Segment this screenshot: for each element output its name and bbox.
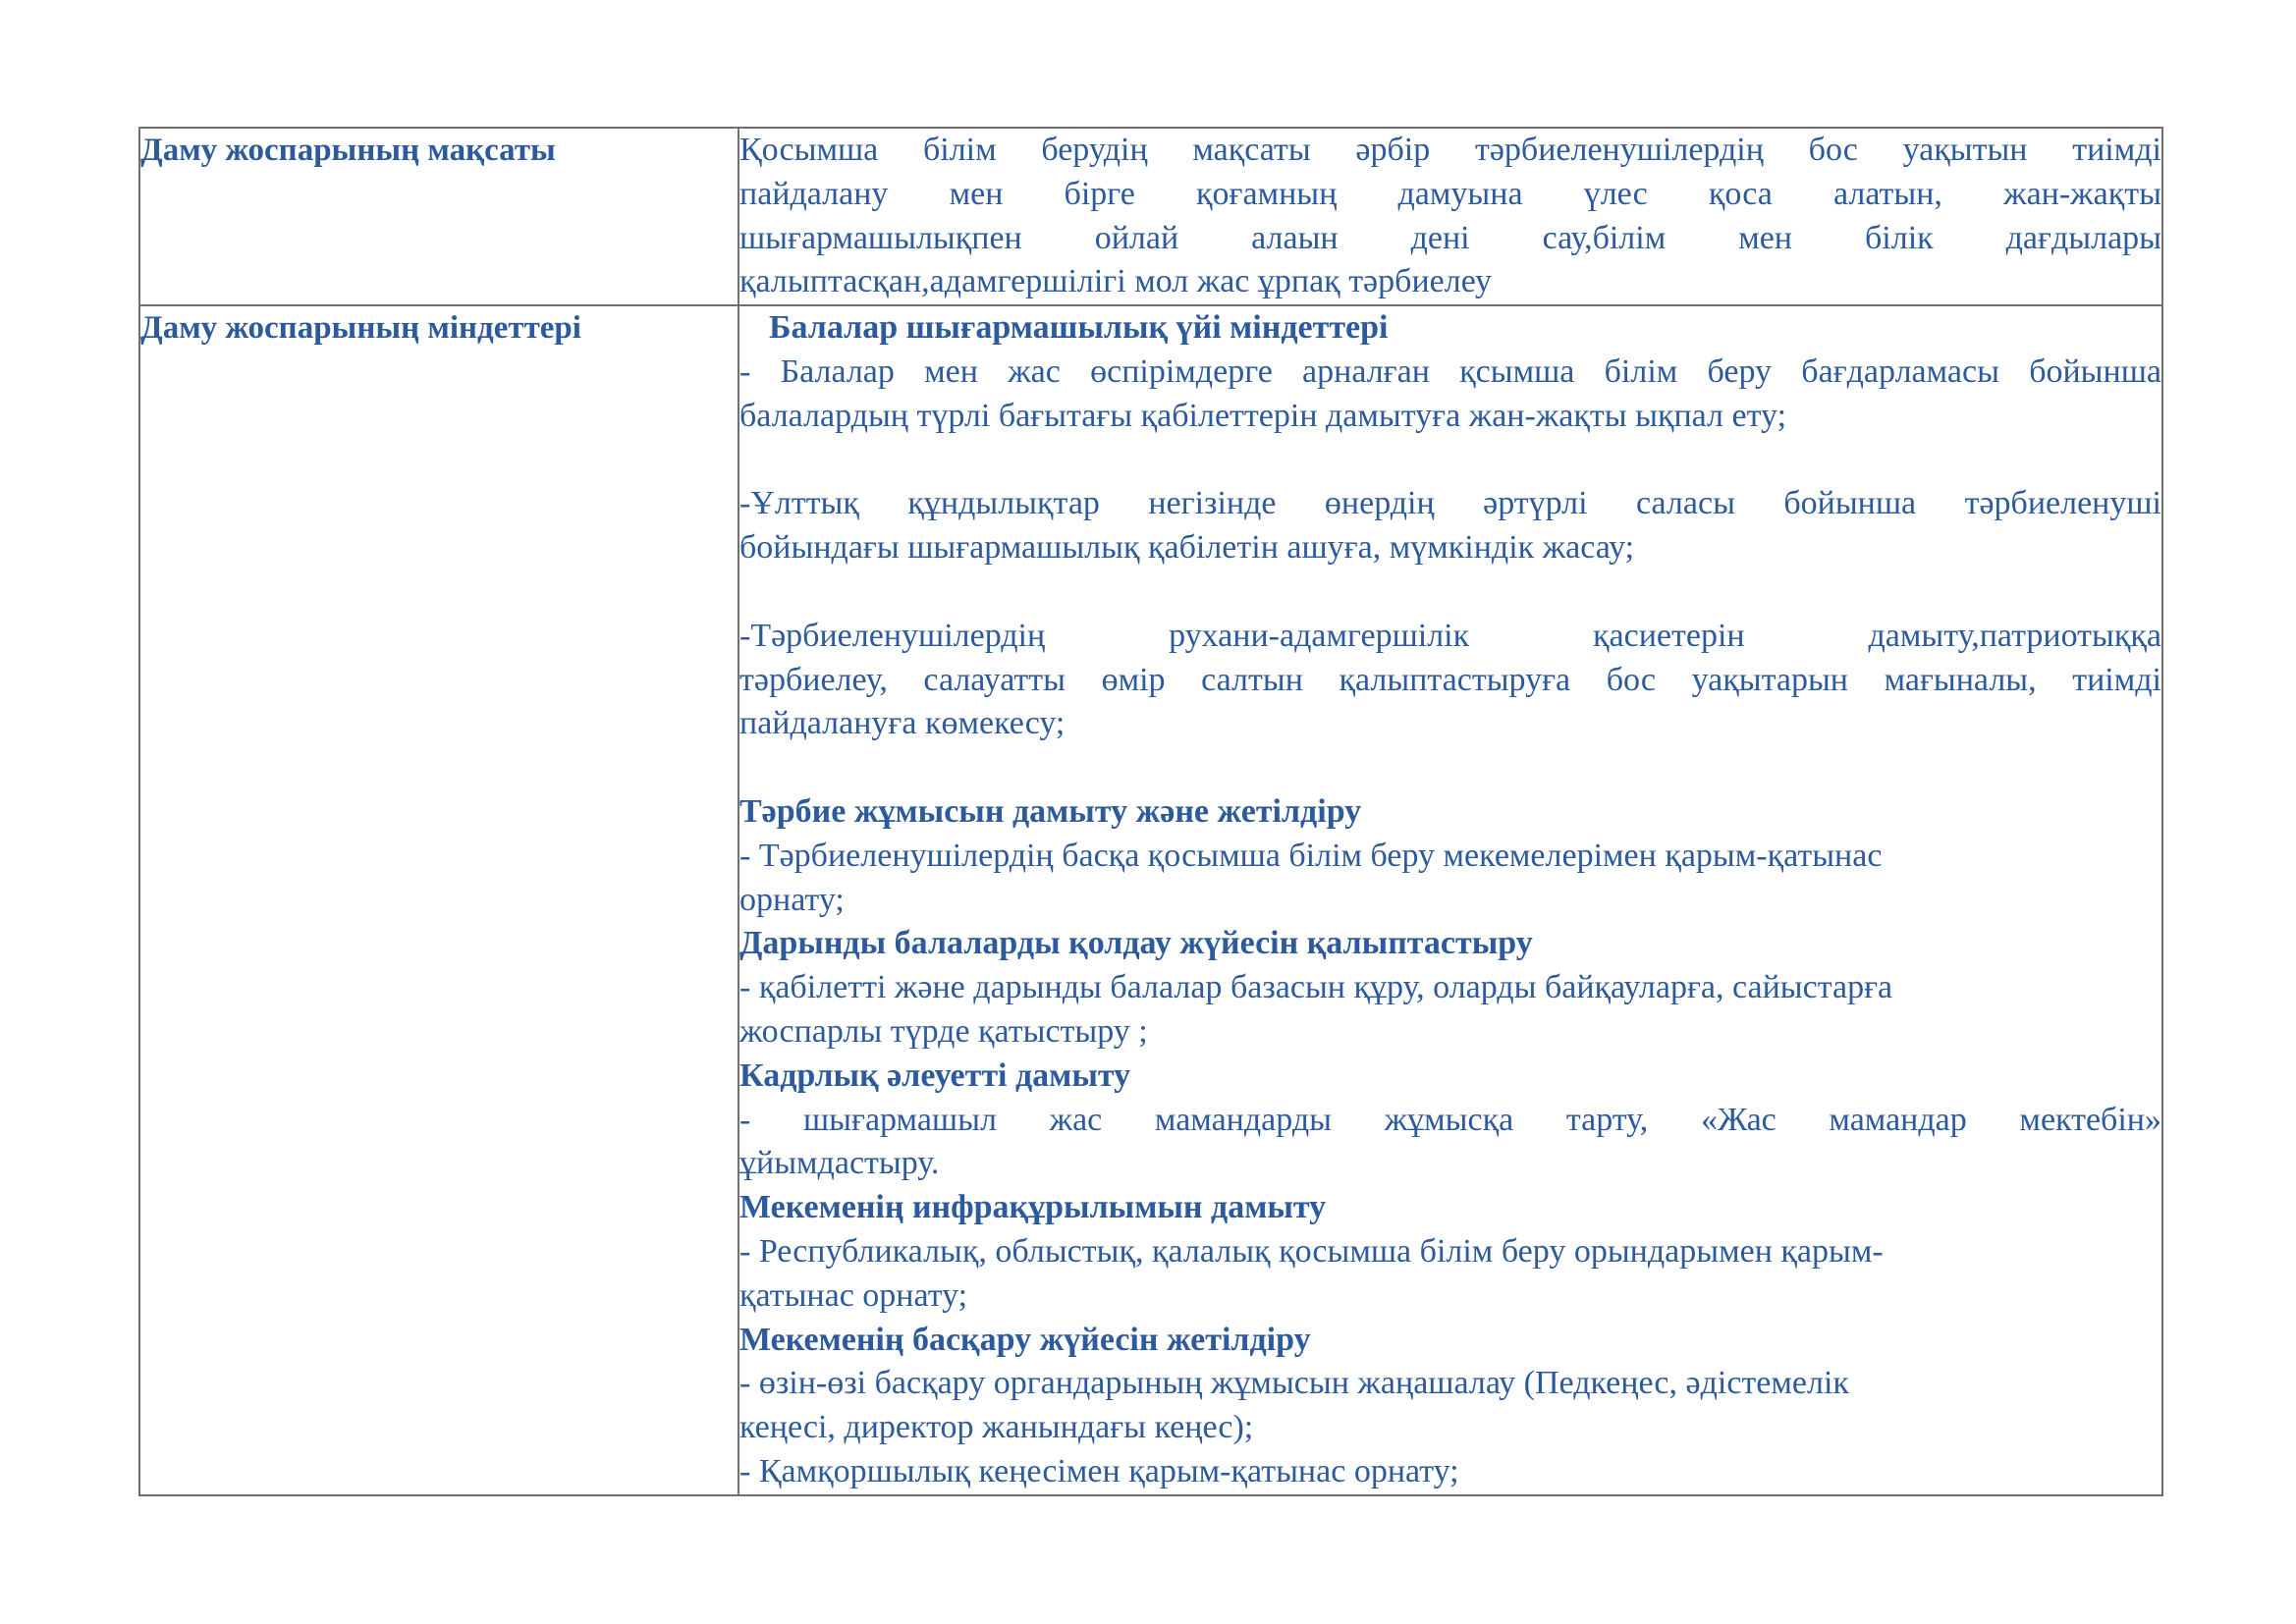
goal-text-line: пайдалану мен бірге қоғамның дамуына үлес қоса алатын, жан-жақты xyxy=(739,175,2161,212)
task-line: орнату; xyxy=(739,881,845,918)
task-line: кеңесі, директор жанындағы кеңес); xyxy=(739,1409,1254,1446)
task-line: пайдалануға көмекесу; xyxy=(739,705,1066,742)
goal-text-line: Қосымша білім берудің мақсаты әрбір тәрбиеленушілердің бос уақытын тиімді xyxy=(739,132,2161,168)
task-line: - Қамқоршылық кеңесімен қарым-қатынас орнату; xyxy=(739,1452,1459,1489)
task-line: бойындағы шығармашылық қабілетін ашуға, мүмкіндік жасау; xyxy=(739,529,1635,567)
blank-line xyxy=(739,439,2161,483)
task-line: ұйымдастыру. xyxy=(739,1145,940,1182)
task-line: тәрбиелеу, салауатты өмір салтын қалыптастыруға бос уақытарын мағыналы, тиімді xyxy=(739,661,2161,698)
section-heading: Мекеменің басқару жүйесін жетілдіру xyxy=(739,1321,1311,1358)
goal-label: Даму жоспарының мақсаты xyxy=(140,133,556,168)
section-heading: Кадрлық әлеуетті дамыту xyxy=(739,1056,1131,1094)
task-line: қатынас орнату; xyxy=(739,1276,968,1314)
blank-line xyxy=(739,746,2161,790)
goal-text-line: шығармашылықпен ойлай алаын дені сау,білім мен білік дағдылары xyxy=(739,219,2161,256)
table-row-tasks xyxy=(139,305,2162,1495)
goal-text-line: қалыптасқан,адамгершілігі мол жас ұрпақ тәрбиелеу xyxy=(739,263,1492,300)
development-plan-table xyxy=(138,127,2163,1496)
task-line: -Ұлттық құндылықтар негізінде өнердің әртүрлі саласы бойынша тәрбиеленуші xyxy=(739,485,2161,522)
task-line: - қабілетті және дарынды балалар базасын құру, оларды байқауларға, сайыстарға xyxy=(739,969,1893,1006)
tasks-label: Даму жоспарының міндеттері xyxy=(140,310,581,347)
table-row-goal xyxy=(139,128,2162,305)
task-line: - Балалар мен жас өспірімдерге арналған қсымша білім беру бағдарламасы бойынша xyxy=(739,352,2161,390)
blank-line xyxy=(739,570,2161,615)
goal-content-cell xyxy=(738,128,2162,305)
task-line: - Республикалық, облыстық, қалалық қосымша білім беру орындарымен қарым- xyxy=(739,1232,1884,1270)
section-heading: Балалар шығармашылық үйі міндеттері xyxy=(769,309,1389,347)
task-line: балалардың түрлі бағытағы қабілеттерін дамытуға жан-жақты ықпал ету; xyxy=(739,397,1787,434)
task-line: - Тәрбиеленушілердің басқа қосымша білім беру мекемелерімен қарым-қатынас xyxy=(739,837,1883,874)
section-heading: Тәрбие жұмысын дамыту және жетілдіру xyxy=(739,792,1362,830)
goal-label-cell xyxy=(139,128,738,305)
task-line: -Тәрбиеленушілердің рухани-адамгершілік қасиетерін дамыту,патриотыққа xyxy=(739,617,2161,654)
tasks-content-cell xyxy=(738,305,2162,1495)
task-line: - шығармашыл жас мамандарды жұмысқа тарту, «Жас мамандар мектебін» xyxy=(739,1101,2161,1138)
tasks-label-cell xyxy=(139,305,738,1495)
task-line: - өзін-өзі басқару органдарының жұмысын жаңашалау (Педкеңес, әдістемелік xyxy=(739,1365,1849,1402)
task-line: жоспарлы түрде қатыстыру ; xyxy=(739,1012,1148,1050)
section-heading: Дарынды балаларды қолдау жүйесін қалыптастыру xyxy=(739,925,1533,962)
section-heading: Мекеменің инфрақұрылымын дамыту xyxy=(739,1189,1327,1226)
